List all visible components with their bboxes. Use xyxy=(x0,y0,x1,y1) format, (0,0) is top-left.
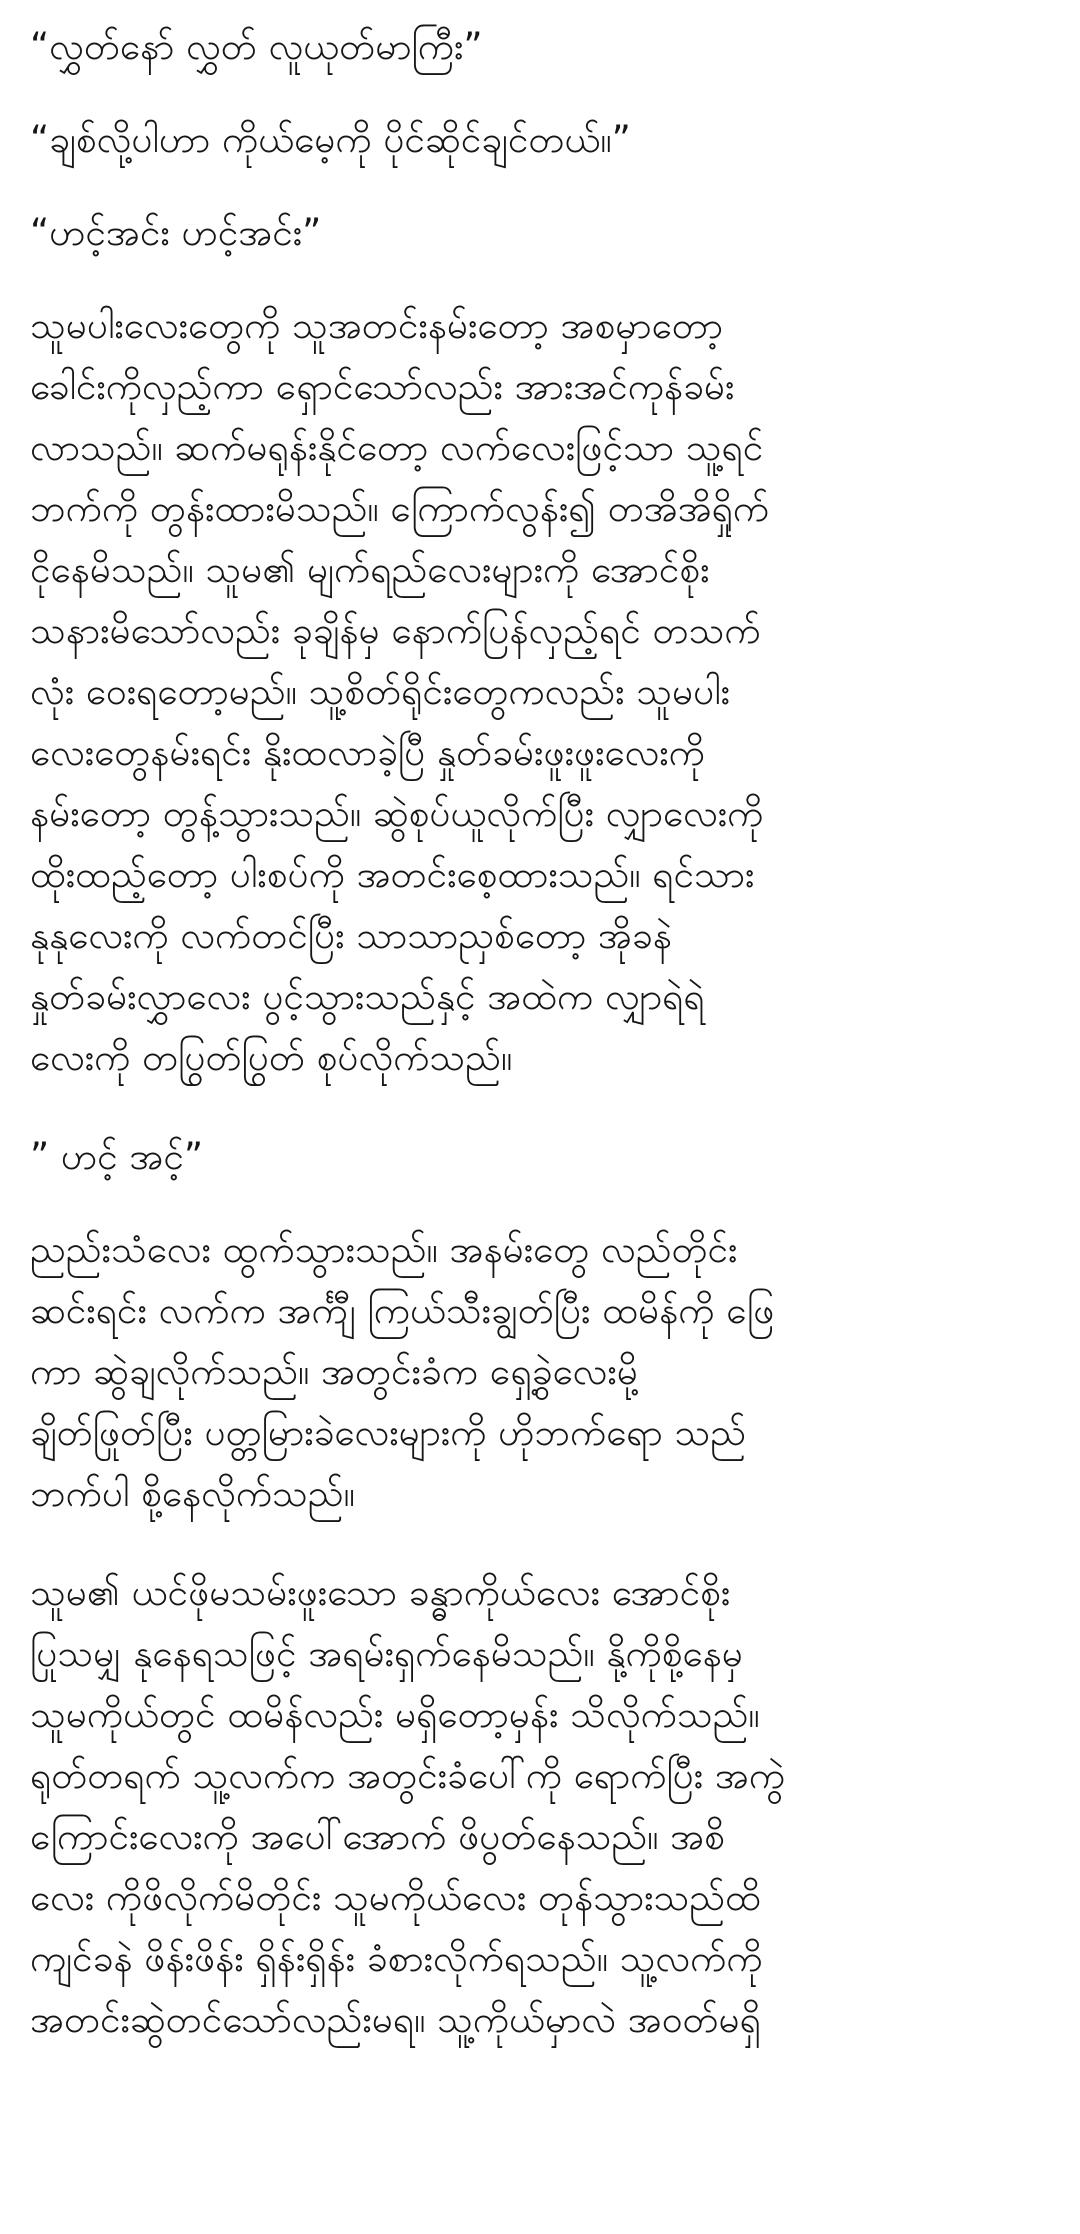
dialogue-line: “ဟင့်အင်း ဟင့်အင်း” xyxy=(30,211,322,254)
narration-paragraph: သူမ၏ ယင်ဖိုမသမ်းဖူးသော ခန္ဓာကိုယ်လေး အောင်စိုး ပြုသမျှ နုနေရသဖြင့် အရမ်းရှက်နေမိသည်။ နို့ကိုစို့နေမှ သူမကိုယ်တွင် ထမိန်လည်း မရှိတော့မှန်း သိလိုက်သည်။ ရုတ်တရက် သူ့လက်က အတွင်းခံပေါ်ကို ရောက်ပြီး အကွဲ ကြောင်းလေးကို အပေါ်အောက် ဖိပွတ်နေသည်။ အစိ လေး ကိုဖိလိုက်မိတိုင်း သူမကိုယ်လေး တုန်သွားသည်ထိ ကျင်ခနဲ ဖိန်းဖိန်း ရှိန်းရှိန်း ခံစားလိုက်ရသည်။ သူ့လက်ကို အတင်းဆွဲတင်သော်လည်းမရ။ သူ့ကိုယ်မှာလဲ အဝတ်မရှိ xyxy=(30,1571,786,2041)
narration-paragraph: သူမပါးလေးတွေကို သူအတင်းနမ်းတော့ အစမှာတော့ ခေါင်းကိုလှည့်ကာ ရှောင်သော်လည်း အားအင်ကုန်ခမ်း လာသည်။ ဆက်မရုန်းနိုင်တော့ လက်လေးဖြင့်သာ သူ့ရင် ဘက်ကို တွန်းထားမိသည်။ ကြောက်လွန်း၍ တအိအိရှိုက် ငိုနေမိသည်။ သူမ၏ မျက်ရည်လေးများကို အောင်စိုး သနားမိသော်လည်း ခုချိန်မှ နောက်ပြန်လှည့်ရင် တသက် လုံး ဝေးရတော့မည်။ သူ့စိတ်ရိုင်းတွေကလည်း သူမပါး လေးတွေနမ်းရင်း နိုးထလာခဲ့ပြီ နှုတ်ခမ်းဖူးဖူးလေးကို နမ်းတော့ တွန့်သွားသည်။ ဆွဲစုပ်ယူလိုက်ပြီး လျှာလေးကို ထိုးထည့်တော့ ပါးစပ်ကို အတင်းစေ့ထားသည်။ ရင်သား နုနုလေးကို လက်တင်ပြီး သာသာညှစ်တော့ အိုခနဲ နှုတ်ခမ်းလွှာလေး ပွင့်သွားသည်နှင့် အထဲက လျှာရဲရဲ လေးကို တပြွတ်ပြွတ် စုပ်လိုက်သည်။ xyxy=(30,304,770,1079)
dialogue-line: “လွှတ်နော် လွှတ် လူယုတ်မာကြီး” xyxy=(30,25,483,68)
dialogue-line: ” ဟင့် အင့်” xyxy=(30,1135,204,1178)
dialogue-line: “ချစ်လို့ပါဟာ ကိုယ်မေ့ကို ပိုင်ဆိုင်ချင်တယ်။” xyxy=(30,118,631,161)
narration-paragraph: ညည်းသံလေး ထွက်သွားသည်။ အနမ်းတွေ လည်တိုင်း ဆင်းရင်း လက်က အင်္ကျီ ကြယ်သီးချွတ်ပြီး ထမိန်ကို ဖြေ ကာ ဆွဲချလိုက်သည်။ အတွင်းခံက ရှေ့ခွဲလေးမို့ ချိတ်ဖြုတ်ပြီး ပတ္တမြားခဲလေးများကို ဟိုဘက်ရော သည် ဘက်ပါ စို့နေလိုက်သည်။ xyxy=(30,1228,775,1515)
